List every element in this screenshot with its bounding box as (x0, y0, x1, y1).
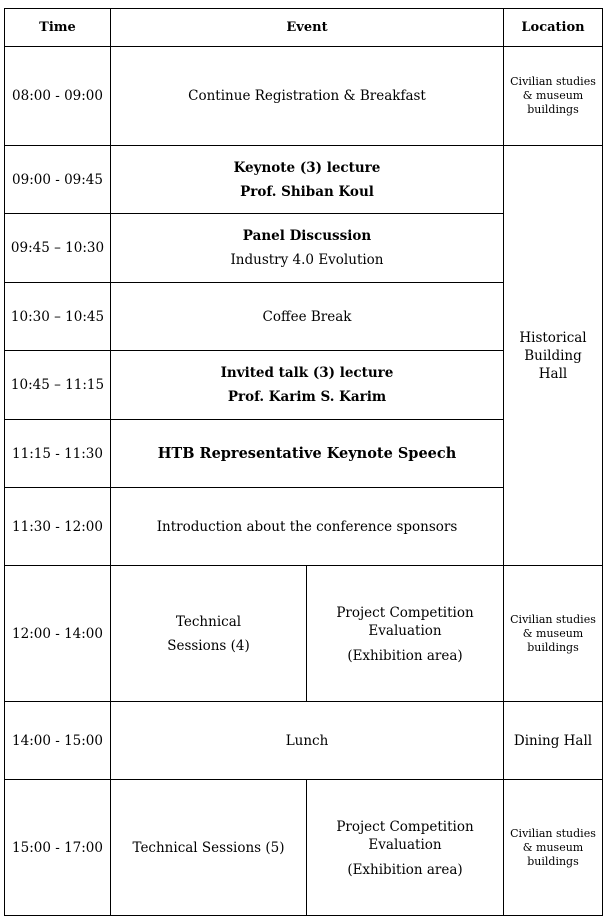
location-cell: Dining Hall (504, 702, 603, 780)
event-right-line2: Evaluation (368, 836, 442, 853)
time-cell: 08:00 - 09:00 (5, 47, 111, 146)
event-cell-right (307, 780, 504, 916)
event-cell: Lunch (111, 702, 504, 780)
event-title: Keynote (3) lecture (233, 159, 381, 176)
event-subtitle: Industry 4.0 Evolution (230, 252, 384, 268)
event-right-line1: Project Competition (336, 818, 474, 835)
event-cell: Coffee Break (111, 283, 504, 351)
schedule-table (4, 8, 603, 916)
event-right-line3: (Exhibition area) (347, 647, 463, 664)
event-cell (111, 146, 504, 214)
header-row (5, 9, 603, 47)
time-cell: 11:15 - 11:30 (5, 420, 111, 488)
header-location: Location (504, 9, 603, 47)
time-cell: 15:00 - 17:00 (5, 780, 111, 916)
table-row (5, 566, 603, 702)
event-speaker: Prof. Karim S. Karim (227, 389, 387, 405)
event-cell-left (111, 566, 307, 702)
event-cell-left: Technical Sessions (5) (111, 780, 307, 916)
time-cell: 14:00 - 15:00 (5, 702, 111, 780)
event-speaker: Prof. Shiban Koul (240, 183, 374, 200)
event-right-line1: Project Competition (336, 604, 474, 621)
event-cell: Introduction about the conference sponsors (111, 488, 504, 566)
header-event: Event (111, 9, 504, 47)
table-row (5, 146, 603, 214)
time-cell: 09:00 - 09:45 (5, 146, 111, 214)
table-row (5, 780, 603, 916)
event-cell-right (307, 566, 504, 702)
event-left-line1: Technical (175, 613, 242, 630)
location-cell: Civilian studies & museum buildings (504, 566, 603, 702)
event-cell (111, 351, 504, 420)
table-row (5, 702, 603, 780)
location-cell: Civilian studies & museum buildings (504, 47, 603, 146)
event-right-line2: Evaluation (368, 622, 442, 639)
event-cell: HTB Representative Keynote Speech (111, 420, 504, 488)
table-row (5, 47, 603, 146)
event-left-line2: Sessions (4) (167, 637, 250, 654)
time-cell: 10:45 – 11:15 (5, 351, 111, 420)
event-title: Panel Discussion (242, 228, 372, 244)
time-cell: 12:00 - 14:00 (5, 566, 111, 702)
event-cell: Continue Registration & Breakfast (111, 47, 504, 146)
time-cell: 11:30 - 12:00 (5, 488, 111, 566)
time-cell: 09:45 – 10:30 (5, 214, 111, 283)
time-cell: 10:30 – 10:45 (5, 283, 111, 351)
event-title: Invited talk (3) lecture (220, 365, 394, 381)
event-cell (111, 214, 504, 283)
location-cell: Civilian studies & museum buildings (504, 780, 603, 916)
header-time: Time (5, 9, 111, 47)
event-right-line3: (Exhibition area) (347, 861, 463, 878)
location-cell-merged: Historical Building Hall (504, 146, 603, 566)
